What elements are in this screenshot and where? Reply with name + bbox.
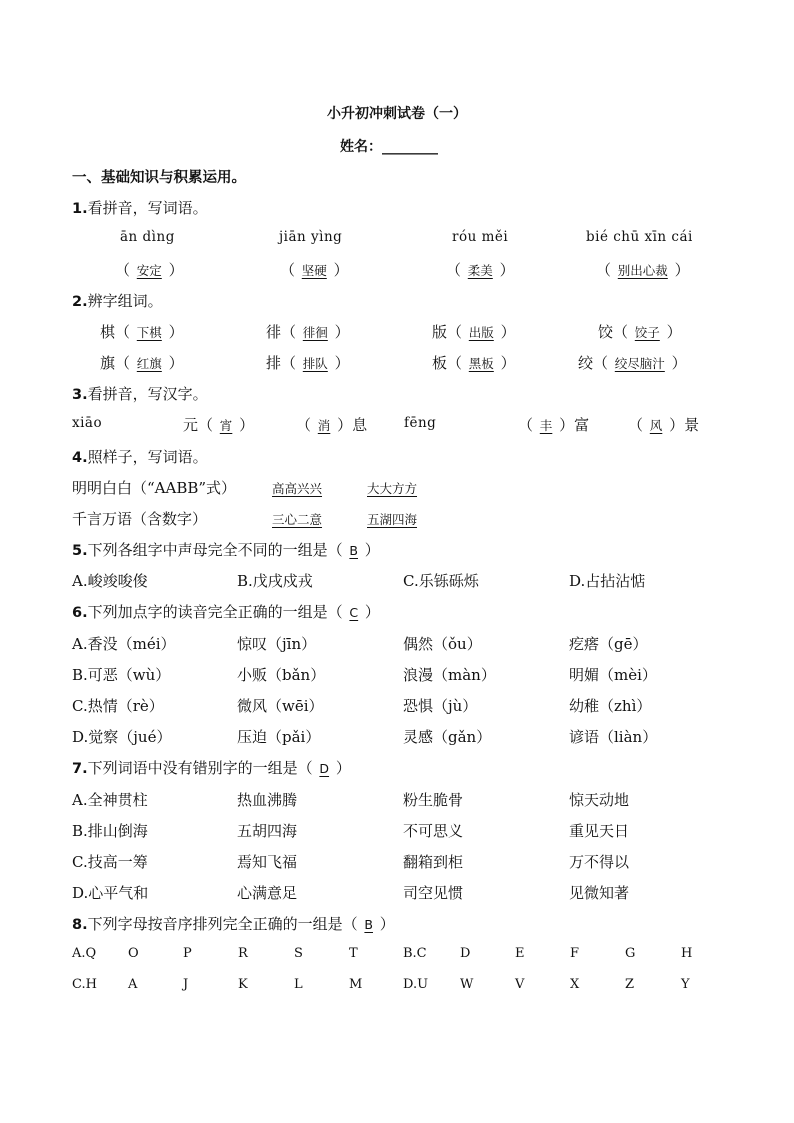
option: D.觉察（jué） [72, 728, 172, 746]
letter-option: A.Q [72, 946, 97, 961]
word-pair: 版（ 出版 ） [432, 323, 516, 341]
option: 热血沸腾 [237, 791, 298, 809]
option: 万不得以 [569, 853, 630, 871]
letter-option: M [349, 977, 363, 992]
question-prompt: 辨字组词。 [87, 292, 163, 310]
option: A.峻竣唆俊 [72, 572, 148, 590]
letter-option: A [128, 977, 138, 992]
word-pair: 旗（ 红旗 ） [100, 354, 184, 372]
option: 幼稚（zhì） [569, 697, 652, 715]
question-number: 3. [72, 387, 88, 403]
answer-text: 风 [649, 418, 663, 433]
answer-text: 大大方方 [367, 481, 418, 496]
pinyin-label: fēng [404, 415, 437, 431]
letter-option: Y [681, 977, 690, 992]
pinyin-label: bié chū xīn cái [586, 229, 693, 245]
question-7: 7.下列词语中没有错别字的一组是（ D ） [72, 759, 351, 777]
question-number: 1. [72, 201, 88, 217]
letter-option: B.C [403, 946, 427, 961]
option: A.全神贯柱 [72, 791, 148, 809]
answer-blank: （ 柔美 ） [446, 261, 515, 279]
question-number: 8. [72, 917, 88, 933]
letter-option: O [128, 946, 139, 961]
option: 见微知著 [569, 884, 630, 902]
letter-option: G [625, 946, 636, 961]
question-prompt: 下列词语中没有错别字的一组是（ [87, 759, 313, 777]
word-pair: 棋（ 下棋 ） [100, 323, 184, 341]
answer-text: 绞尽脑汁 [614, 356, 665, 371]
letter-option: R [238, 946, 248, 961]
option: D.心平气和 [72, 884, 149, 902]
option: 压迫（pǎi） [237, 728, 321, 746]
word-pair: 排（ 排队 ） [266, 354, 350, 372]
option: 焉知飞福 [237, 853, 298, 871]
option: A.香没（méi） [72, 635, 176, 653]
answer-text: 三心二意 [272, 512, 323, 527]
answer-text: 坚硬 [301, 263, 327, 278]
option: C.乐铄砾烁 [403, 572, 479, 590]
question-6: 6.下列加点字的读音完全正确的一组是（ C ） [72, 603, 380, 621]
pinyin-label: ān dìng [120, 229, 175, 245]
answer-blank: （ 安定 ） [115, 261, 184, 279]
letter-option: H [681, 946, 693, 961]
option: 不可思义 [403, 822, 464, 840]
option: C.技高一筹 [72, 853, 148, 871]
question-4 [72, 446, 208, 467]
answer-text: B [349, 543, 358, 558]
question-number: 5. [72, 543, 88, 559]
option: 明媚（mèi） [569, 666, 657, 684]
answer-text: 排队 [302, 356, 328, 371]
answer-text: B [364, 917, 373, 932]
question-2 [72, 290, 163, 311]
letter-option: J [183, 977, 189, 992]
option: 小贩（bǎn） [237, 666, 326, 684]
letter-option: F [570, 946, 580, 961]
answer-text: D [319, 761, 330, 776]
option: 心满意足 [237, 884, 298, 902]
pinyin-label: xiāo [72, 415, 103, 431]
answer-text: 五湖四海 [367, 512, 418, 527]
letter-option: T [349, 946, 358, 961]
letter-option: K [238, 977, 248, 992]
word-pair: 绞（ 绞尽脑汁 ） [578, 354, 687, 372]
answer-text: 下棋 [136, 325, 162, 340]
char-blank: （ 消 ）息 [296, 416, 368, 434]
question-number: 2. [72, 294, 88, 310]
pinyin-label: jiān yìng [279, 229, 343, 245]
answer-blank: （ 坚硬 ） [280, 261, 349, 279]
char-blank: 元（ 宵 ） [183, 416, 255, 434]
answer-text: 高高兴兴 [272, 481, 323, 496]
pinyin-label: róu měi [452, 229, 509, 245]
letter-option: P [183, 946, 192, 961]
letter-option: W [460, 977, 474, 992]
question-1 [72, 197, 208, 218]
question-prompt: 照样子，写词语。 [87, 448, 208, 466]
answer-text: 消 [317, 418, 331, 433]
section-heading: 一、基础知识与积累运用。 [72, 170, 246, 186]
option: 惊天动地 [569, 791, 630, 809]
option: B.排山倒海 [72, 822, 148, 840]
option: 惊叹（jīn） [237, 635, 317, 653]
option: C.热情（rè） [72, 697, 164, 715]
option: 司空见惯 [403, 884, 464, 902]
answer-text: 柔美 [467, 263, 493, 278]
option: 谚语（liàn） [569, 728, 658, 746]
answer-blank: （ 别出心裁 ） [596, 261, 690, 279]
answer-text: 徘徊 [302, 325, 328, 340]
question-8: 8.下列字母按音序排列完全正确的一组是（ B ） [72, 915, 395, 933]
question-prompt: 下列加点字的读音完全正确的一组是（ [87, 603, 343, 621]
letter-option: D.U [403, 977, 429, 992]
answer-text: 红旗 [136, 356, 162, 371]
option: 疙瘩（gē） [569, 635, 648, 653]
option: B.戊戌戍戎 [237, 572, 313, 590]
question-number: 6. [72, 605, 88, 621]
char-blank: （ 风 ）景 [628, 416, 700, 434]
name-label: 姓名： [340, 139, 382, 155]
question-5: 5.下列各组字中声母完全不同的一组是（ B ） [72, 541, 380, 559]
word-pair: 饺（ 饺子 ） [598, 323, 682, 341]
name-field [340, 136, 438, 156]
letter-option: X [570, 977, 580, 992]
option: B.可恶（wù） [72, 666, 171, 684]
option: 重见天日 [569, 822, 630, 840]
letter-option: E [515, 946, 525, 961]
answer-text: C [349, 605, 359, 620]
letter-option: L [294, 977, 303, 992]
letter-option: S [294, 946, 303, 961]
question-3 [72, 383, 208, 404]
word-pair: 徘（ 徘徊 ） [266, 323, 350, 341]
option: D.占拈沾惦 [569, 572, 646, 590]
answer-text: 饺子 [634, 325, 660, 340]
question-prompt: 下列各组字中声母完全不同的一组是（ [87, 541, 343, 559]
answer-text: 宵 [219, 418, 233, 433]
answer-text: 出版 [468, 325, 494, 340]
option: 偶然（ǒu） [403, 635, 482, 653]
option: 翻箱到柜 [403, 853, 464, 871]
option: 浪漫（màn） [403, 666, 496, 684]
option: 恐惧（jù） [403, 697, 478, 715]
answer-text: 安定 [136, 263, 162, 278]
letter-option: D [460, 946, 471, 961]
option: 微风（wēi） [237, 697, 324, 715]
question-prompt: 看拼音，写汉字。 [87, 385, 208, 403]
example-label: 明明白白（“AABB”式） [72, 479, 237, 497]
char-blank: （ 丰 ）富 [518, 416, 590, 434]
question-number: 4. [72, 450, 88, 466]
letter-option: C.H [72, 977, 97, 992]
question-prompt: 看拼音，写词语。 [87, 199, 208, 217]
letter-option: V [515, 977, 525, 992]
page-title: 小升初冲刺试卷（一） [327, 106, 467, 122]
option: 五胡四海 [237, 822, 298, 840]
option: 灵感（gǎn） [403, 728, 492, 746]
question-prompt: 下列字母按音序排列完全正确的一组是（ [87, 915, 358, 933]
name-blank: ________ [382, 139, 438, 155]
question-number: 7. [72, 761, 88, 777]
example-label: 千言万语（含数字） [72, 510, 208, 528]
word-pair: 板（ 黑板 ） [432, 354, 516, 372]
letter-option: Z [625, 977, 635, 992]
option: 粉生脆骨 [403, 791, 464, 809]
answer-text: 别出心裁 [617, 263, 668, 278]
answer-text: 黑板 [468, 356, 494, 371]
answer-text: 丰 [539, 418, 553, 433]
